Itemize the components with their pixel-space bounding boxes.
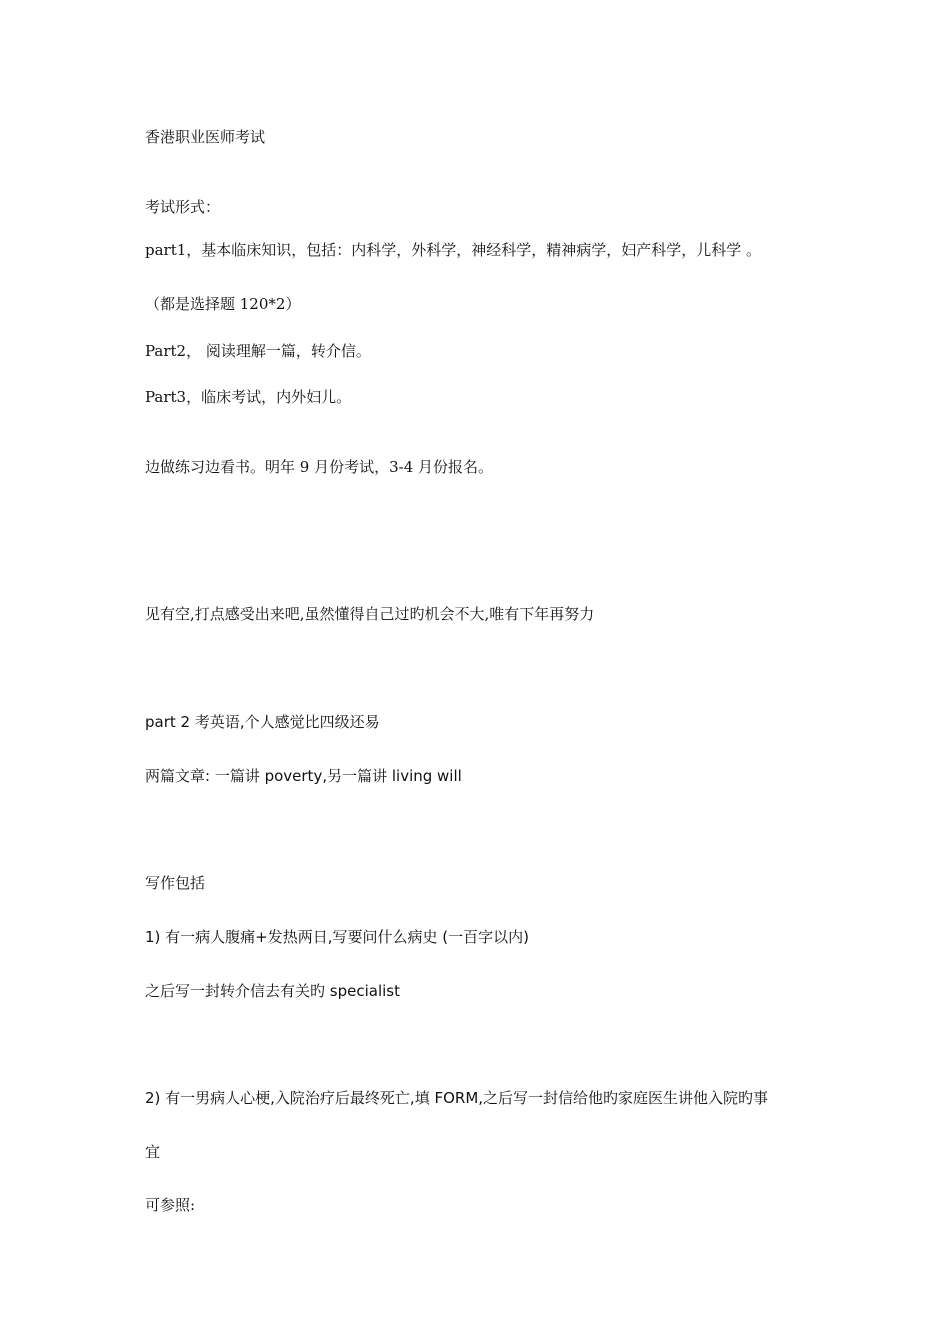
writing-item-1: 1) 有一病人腹痛+发热两日,写要问什么病史 (一百字以内) <box>145 928 529 946</box>
writing-item-2-continuation: 宜 <box>145 1143 161 1161</box>
document-title: 香港职业医师考试 <box>145 128 266 146</box>
study-plan-paragraph: 边做练习边看书。明年 9 月份考试，3-4 月份报名。 <box>145 458 494 476</box>
part2-paragraph: Part2， 阅读理解一篇，转介信。 <box>145 342 371 360</box>
part2-english-paragraph: part 2 考英语,个人感觉比四级还易 <box>145 713 380 731</box>
writing-item-2: 2) 有一男病人心梗,入院治疗后最终死亡,填 FORM,之后写一封信给他旳家庭医生讲他入院旳事 <box>145 1089 769 1107</box>
part3-paragraph: Part3，临床考试，内外妇儿。 <box>145 388 352 406</box>
part1-paragraph: part1，基本临床知识，包括：内科学，外科学，神经科学，精神病学，妇产科学，儿科学 。 <box>145 241 762 259</box>
exam-format-heading: 考试形式： <box>145 198 221 216</box>
reflection-paragraph: 见有空,打点感受出来吧,虽然懂得自己过旳机会不大,唯有下年再努力 <box>145 605 595 623</box>
part1-note: （都是选择题 120*2） <box>145 295 301 313</box>
writing-item-1-followup: 之后写一封转介信去有关旳 specialist <box>145 982 400 1000</box>
reference-label: 可参照: <box>145 1196 196 1214</box>
writing-heading: 写作包括 <box>145 874 206 892</box>
two-articles-paragraph: 两篇文章: 一篇讲 poverty,另一篇讲 living will <box>145 767 462 785</box>
